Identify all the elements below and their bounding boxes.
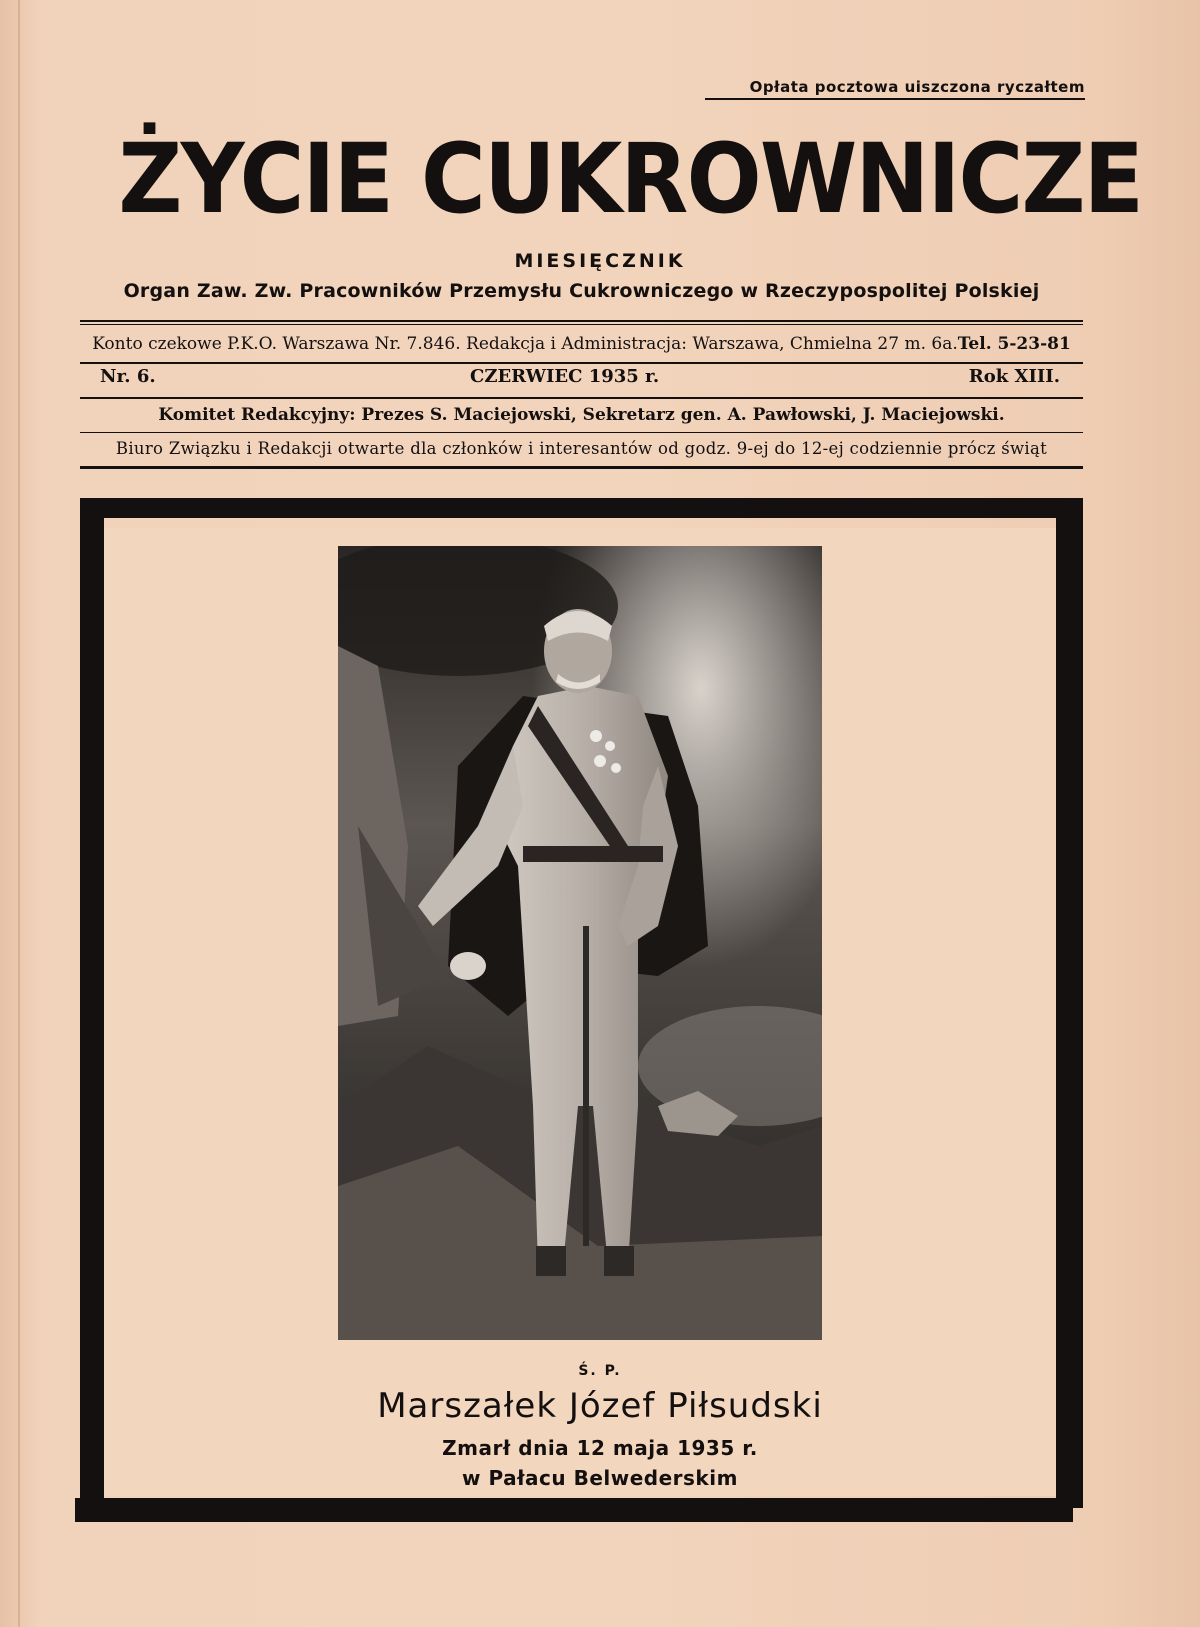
divider-rule — [80, 362, 1083, 364]
mourning-frame-right — [1056, 518, 1083, 1508]
marshal-portrait-image — [338, 546, 822, 1340]
postage-note: Opłata pocztowa uiszczona ryczałtem — [705, 78, 1085, 100]
divider-rule — [80, 397, 1083, 399]
issue-date: CZERWIEC 1935 r. — [470, 366, 660, 387]
divider-rule — [80, 324, 1083, 325]
account-line — [80, 334, 1083, 354]
memorial-place: w Pałacu Belwederskim — [462, 1466, 738, 1490]
issue-year: Rok XIII. — [968, 366, 1060, 387]
page-edge — [18, 0, 20, 1627]
issue-number: Nr. 6. — [100, 366, 156, 387]
portrait-painting — [338, 546, 822, 1340]
address-text: Redakcja i Administracja: Warszawa, Chmielna 27 m. 6a. — [466, 334, 958, 354]
memorial-name: Marszałek Józef Piłsudski — [377, 1386, 823, 1426]
mourning-frame-bottom — [75, 1498, 1073, 1522]
phone-text: Tel. 5-23-81 — [957, 334, 1071, 354]
mourning-frame-left — [80, 518, 104, 1498]
masthead-subtitle: MIESIĘCZNIK — [514, 250, 686, 272]
memorial-death-date: Zmarł dnia 12 maja 1935 r. — [442, 1436, 758, 1460]
account-label: Konto czekowe P.K.O. Warszawa Nr. 7.846. — [92, 334, 461, 354]
memorial-prefix: Ś. P. — [578, 1363, 622, 1379]
divider-rule — [80, 432, 1083, 433]
masthead-title: ŻYCIE CUKROWNICZE — [118, 123, 1143, 235]
divider-rule — [80, 466, 1083, 469]
office-hours: Biuro Związku i Redakcji otwarte dla członków i interesantów od godz. 9-ej do 12-ej codziennie prócz świąt — [115, 439, 1048, 458]
mourning-frame-top — [80, 498, 1083, 518]
divider-rule — [80, 320, 1083, 322]
organ-line: Organ Zaw. Zw. Pracowników Przemysłu Cukrowniczego w Rzeczypospolitej Polskiej — [123, 280, 1040, 302]
editorial-committee: Komitet Redakcyjny: Prezes S. Maciejowski, Sekretarz gen. A. Pawłowski, J. Maciejowski. — [158, 405, 1005, 425]
